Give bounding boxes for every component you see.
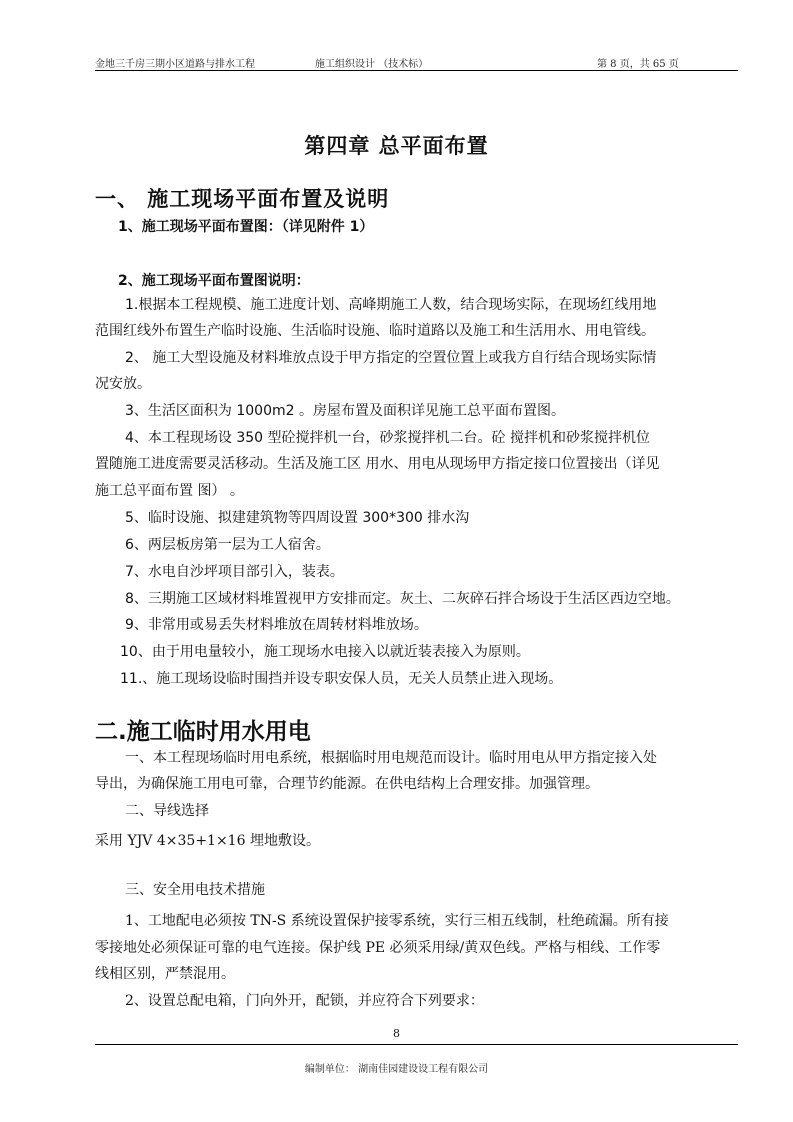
item5: 5、临时设施、拟建建筑物等四周设置 300*300 排水沟 bbox=[125, 510, 470, 526]
page-number: 8 bbox=[393, 1027, 400, 1040]
item3: 3、生活区面积为 1000m2 。房屋布置及面积详见施工总平面布置图。 bbox=[125, 403, 565, 419]
chapter-title: 第四章 总平面布置 bbox=[304, 133, 489, 158]
item10: 10、由于用电量较小，施工现场水电接入以就近装表接入为原则。 bbox=[120, 644, 530, 660]
section2-p5-line2: 零接地处必须保证可靠的电气连接。保护线 PE 必须采用绿/黄双色线。严格与相线、工作零 bbox=[95, 940, 661, 956]
item4-line1: 4、本工程现场设 350 型砼搅拌机一台，砂浆搅拌机二台。砼 搅拌机和砂浆搅拌机位 bbox=[125, 430, 650, 446]
header-project: 金地三千房三期小区道路与排水工程 bbox=[95, 59, 255, 70]
item6: 6、两层板房第一层为工人宿舍。 bbox=[125, 537, 330, 553]
item7: 7、水电自沙坪项目部引入，装表。 bbox=[125, 564, 344, 580]
section1-sub1: 1、施工现场平面布置图：（详见附件 1） bbox=[118, 219, 374, 235]
item4-line3: 施工总平面布置 图） 。 bbox=[95, 483, 244, 499]
section2-p4: 三、安全用电技术措施 bbox=[125, 882, 265, 898]
section1-sub2: 2、施工现场平面布置图说明： bbox=[118, 273, 310, 289]
section2-p2: 二、导线选择 bbox=[125, 803, 209, 819]
item11: 11.、施工现场设临时围挡并设专职安保人员，无关人员禁止进入现场。 bbox=[120, 671, 563, 687]
header-page: 第 8 页，共 65 页 bbox=[597, 59, 679, 70]
section2-p1-line2: 导出，为确保施工用电可靠，合理节约能源。在供电结构上合理安排。加强管理。 bbox=[95, 776, 599, 792]
section2-p5-line3: 线相区别，严禁混用。 bbox=[95, 966, 235, 982]
item4-line2: 置随施工进度需要灵活移动。生活及施工区 用水、用电从现场甲方指定接口位置接出（详见 bbox=[95, 456, 660, 472]
header-doc: 施工组织设计 （技术标） bbox=[315, 59, 429, 70]
item8: 8、三期施工区域材料堆置视甲方安排而定。灰土、二灰碎石拌合场设于生活区西边空地。 bbox=[125, 591, 680, 607]
footer-company: 编制单位： 湖南佳园建设设工程有限公司 bbox=[304, 1064, 489, 1075]
header-rule bbox=[95, 70, 738, 71]
section2-p3: 采用 YJV 4×35+1×16 埋地敷设。 bbox=[95, 833, 320, 849]
item2-line2: 况安放。 bbox=[95, 376, 151, 392]
section2-p6: 2、设置总配电箱，门向外开，配锁，并应符合下列要求： bbox=[125, 993, 484, 1009]
footer-rule bbox=[95, 1044, 738, 1045]
section1-title: 一、 施工现场平面布置及说明 bbox=[95, 186, 390, 211]
item2-line1: 2、 施工大型设施及材料堆放点设于甲方指定的空置位置上或我方自行结合现场实际情 bbox=[125, 350, 657, 366]
section2-p1-line1: 一、本工程现场临时用电系统，根据临时用电规范而设计。临时用电从甲方指定接入处 bbox=[125, 750, 657, 766]
item1-line2: 范围红线外布置生产临时设施、生活临时设施、临时道路以及施工和生活用水、用电管线。 bbox=[95, 323, 655, 339]
item1-line1: 1.根据本工程规模、施工进度计划、高峰期施工人数，结合现场实际，在现场红线用地 bbox=[125, 297, 657, 313]
section2-title: 二.施工临时用水用电 bbox=[95, 719, 311, 745]
item9: 9、非常用或易丢失材料堆放在周转材料堆放场。 bbox=[125, 617, 428, 633]
section2-p5-line1: 1、工地配电必须按 TN-S 系统设置保护接零系统，实行三相五线制，杜绝疏漏。所有接 bbox=[125, 913, 669, 929]
